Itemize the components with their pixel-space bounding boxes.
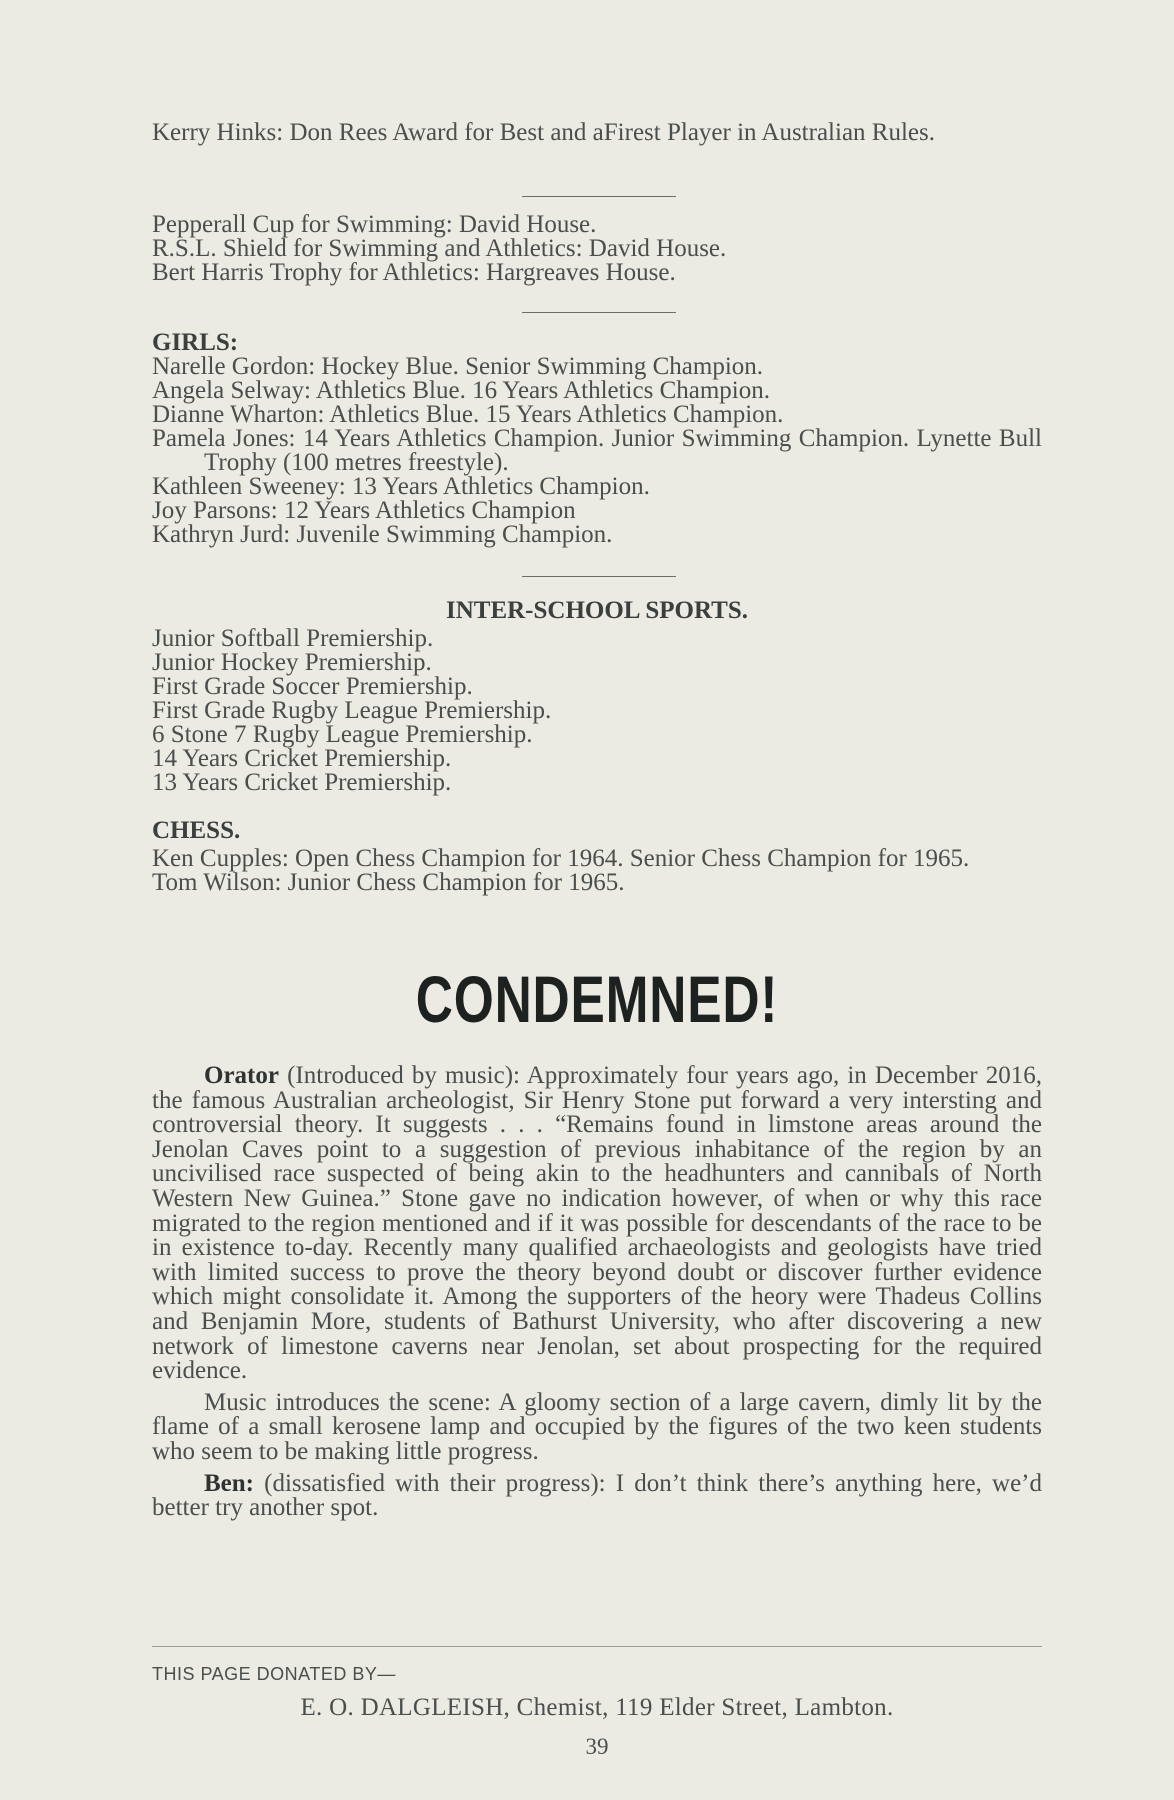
awards-block [152,121,1042,145]
girls-section [152,331,1042,547]
inter-school-line: 6 Stone 7 Rugby League Premiership. [152,721,533,748]
inter-school-line: First Grade Soccer Premiership. [152,673,473,700]
ben-text: (dissatisfied with their progress): I don’t think there’s anything here, we’d better try another spot. [152,1469,1042,1522]
girls-line: Pamela Jones: 14 Years Athletics Champion. Junior Swimming Champion. Lynette Bull Trophy (100 metres freestyle). [152,425,1042,476]
inter-school-line: 14 Years Cricket Premiership. [152,745,452,772]
girls-heading: GIRLS: [152,329,239,356]
award-rsl: R.S.L. Shield for Swimming and Athletics: David House. [152,235,727,262]
orator-paragraph [152,1064,1042,1384]
ben-speaker: Ben: [204,1469,254,1497]
girls-line: Dianne Wharton: Athletics Blue. 15 Years Athletics Champion. [152,401,784,428]
inter-school-section [152,597,1042,795]
inter-school-line: 13 Years Cricket Premiership. [152,769,452,796]
chess-line: Tom Wilson: Junior Chess Champion for 1965. [152,869,625,896]
footer-rule [152,1646,1042,1647]
inter-school-line: First Grade Rugby League Premiership. [152,697,552,724]
award-bert: Bert Harris Trophy for Athletics: Hargreaves House. [152,259,676,286]
ben-paragraph [152,1469,1042,1522]
award-pepperall: Pepperall Cup for Swimming: David House. [152,211,597,238]
page-number: 39 [585,1734,609,1759]
chess-section [152,817,1042,895]
divider-rule [522,312,676,313]
inter-school-line: Junior Hockey Premiership. [152,649,432,676]
divider-rule [522,576,676,577]
girls-line: Joy Parsons: 12 Years Athletics Champion [152,497,576,524]
scene-paragraph: Music introduces the scene: A gloomy section of a large cavern, dimly lit by the flame of a small kerosene lamp and occupied by the figures of the two keen students who seem to be making little progress. [152,1388,1042,1465]
girls-line: Kathleen Sweeney: 13 Years Athletics Champion. [152,473,650,500]
chess-line: Ken Cupples: Open Chess Champion for 1964. Senior Chess Champion for 1965. [152,845,970,872]
girls-line: Narelle Gordon: Hockey Blue. Senior Swimming Champion. [152,353,764,380]
inter-school-heading: INTER-SCHOOL SPORTS. [446,597,748,624]
inter-school-line: Junior Softball Premiership. [152,625,434,652]
play-title: CONDEMNED! [415,962,779,1036]
orator-text: (Introduced by music): Approximately four years ago, in December 2016, the famous Australian archeologist, Sir Henry Stone put forward a very intersting and controversial theory. It suggests . . . “Remains found in limstone areas around the Jenolan Caves point to a suggestion of previous inhabitance of the region by an uncivilised race suspected of being akin to the headhunters and cannibals of North Western New Guinea.” Stone gave no indication however, of when or why this race migrated to the region mentioned and if it was possible for descendants of the race to be in existence to-day. Recently many qualified archaeologists and geologists have tried with limited success to prove the theory beyond doubt or discover further evidence which might consolidate it. Among the supporters of the heory were Thadeus Collins and Benjamin More, students of Bathurst University, who after discovering a new network of limestone caverns near Jenolan, set about prospecting for the required evidence. [152,1062,1042,1385]
orator-speaker: Orator [204,1062,279,1089]
divider-rule [522,196,676,197]
house-awards [152,213,1042,285]
girls-line: Kathryn Jurd: Juvenile Swimming Champion. [152,521,613,548]
girls-line: Angela Selway: Athletics Blue. 16 Years Athletics Champion. [152,377,770,404]
award-kerry: Kerry Hinks: Don Rees Award for Best and aFirest Player in Australian Rules. [152,119,935,146]
play-body [152,1064,1042,1521]
chess-heading: CHESS. [152,817,241,844]
donated-label: THIS PAGE DONATED BY— [152,1664,396,1684]
sponsor-line: E. O. DALGLEISH, Chemist, 119 Elder Street, Lambton. [300,1694,894,1721]
